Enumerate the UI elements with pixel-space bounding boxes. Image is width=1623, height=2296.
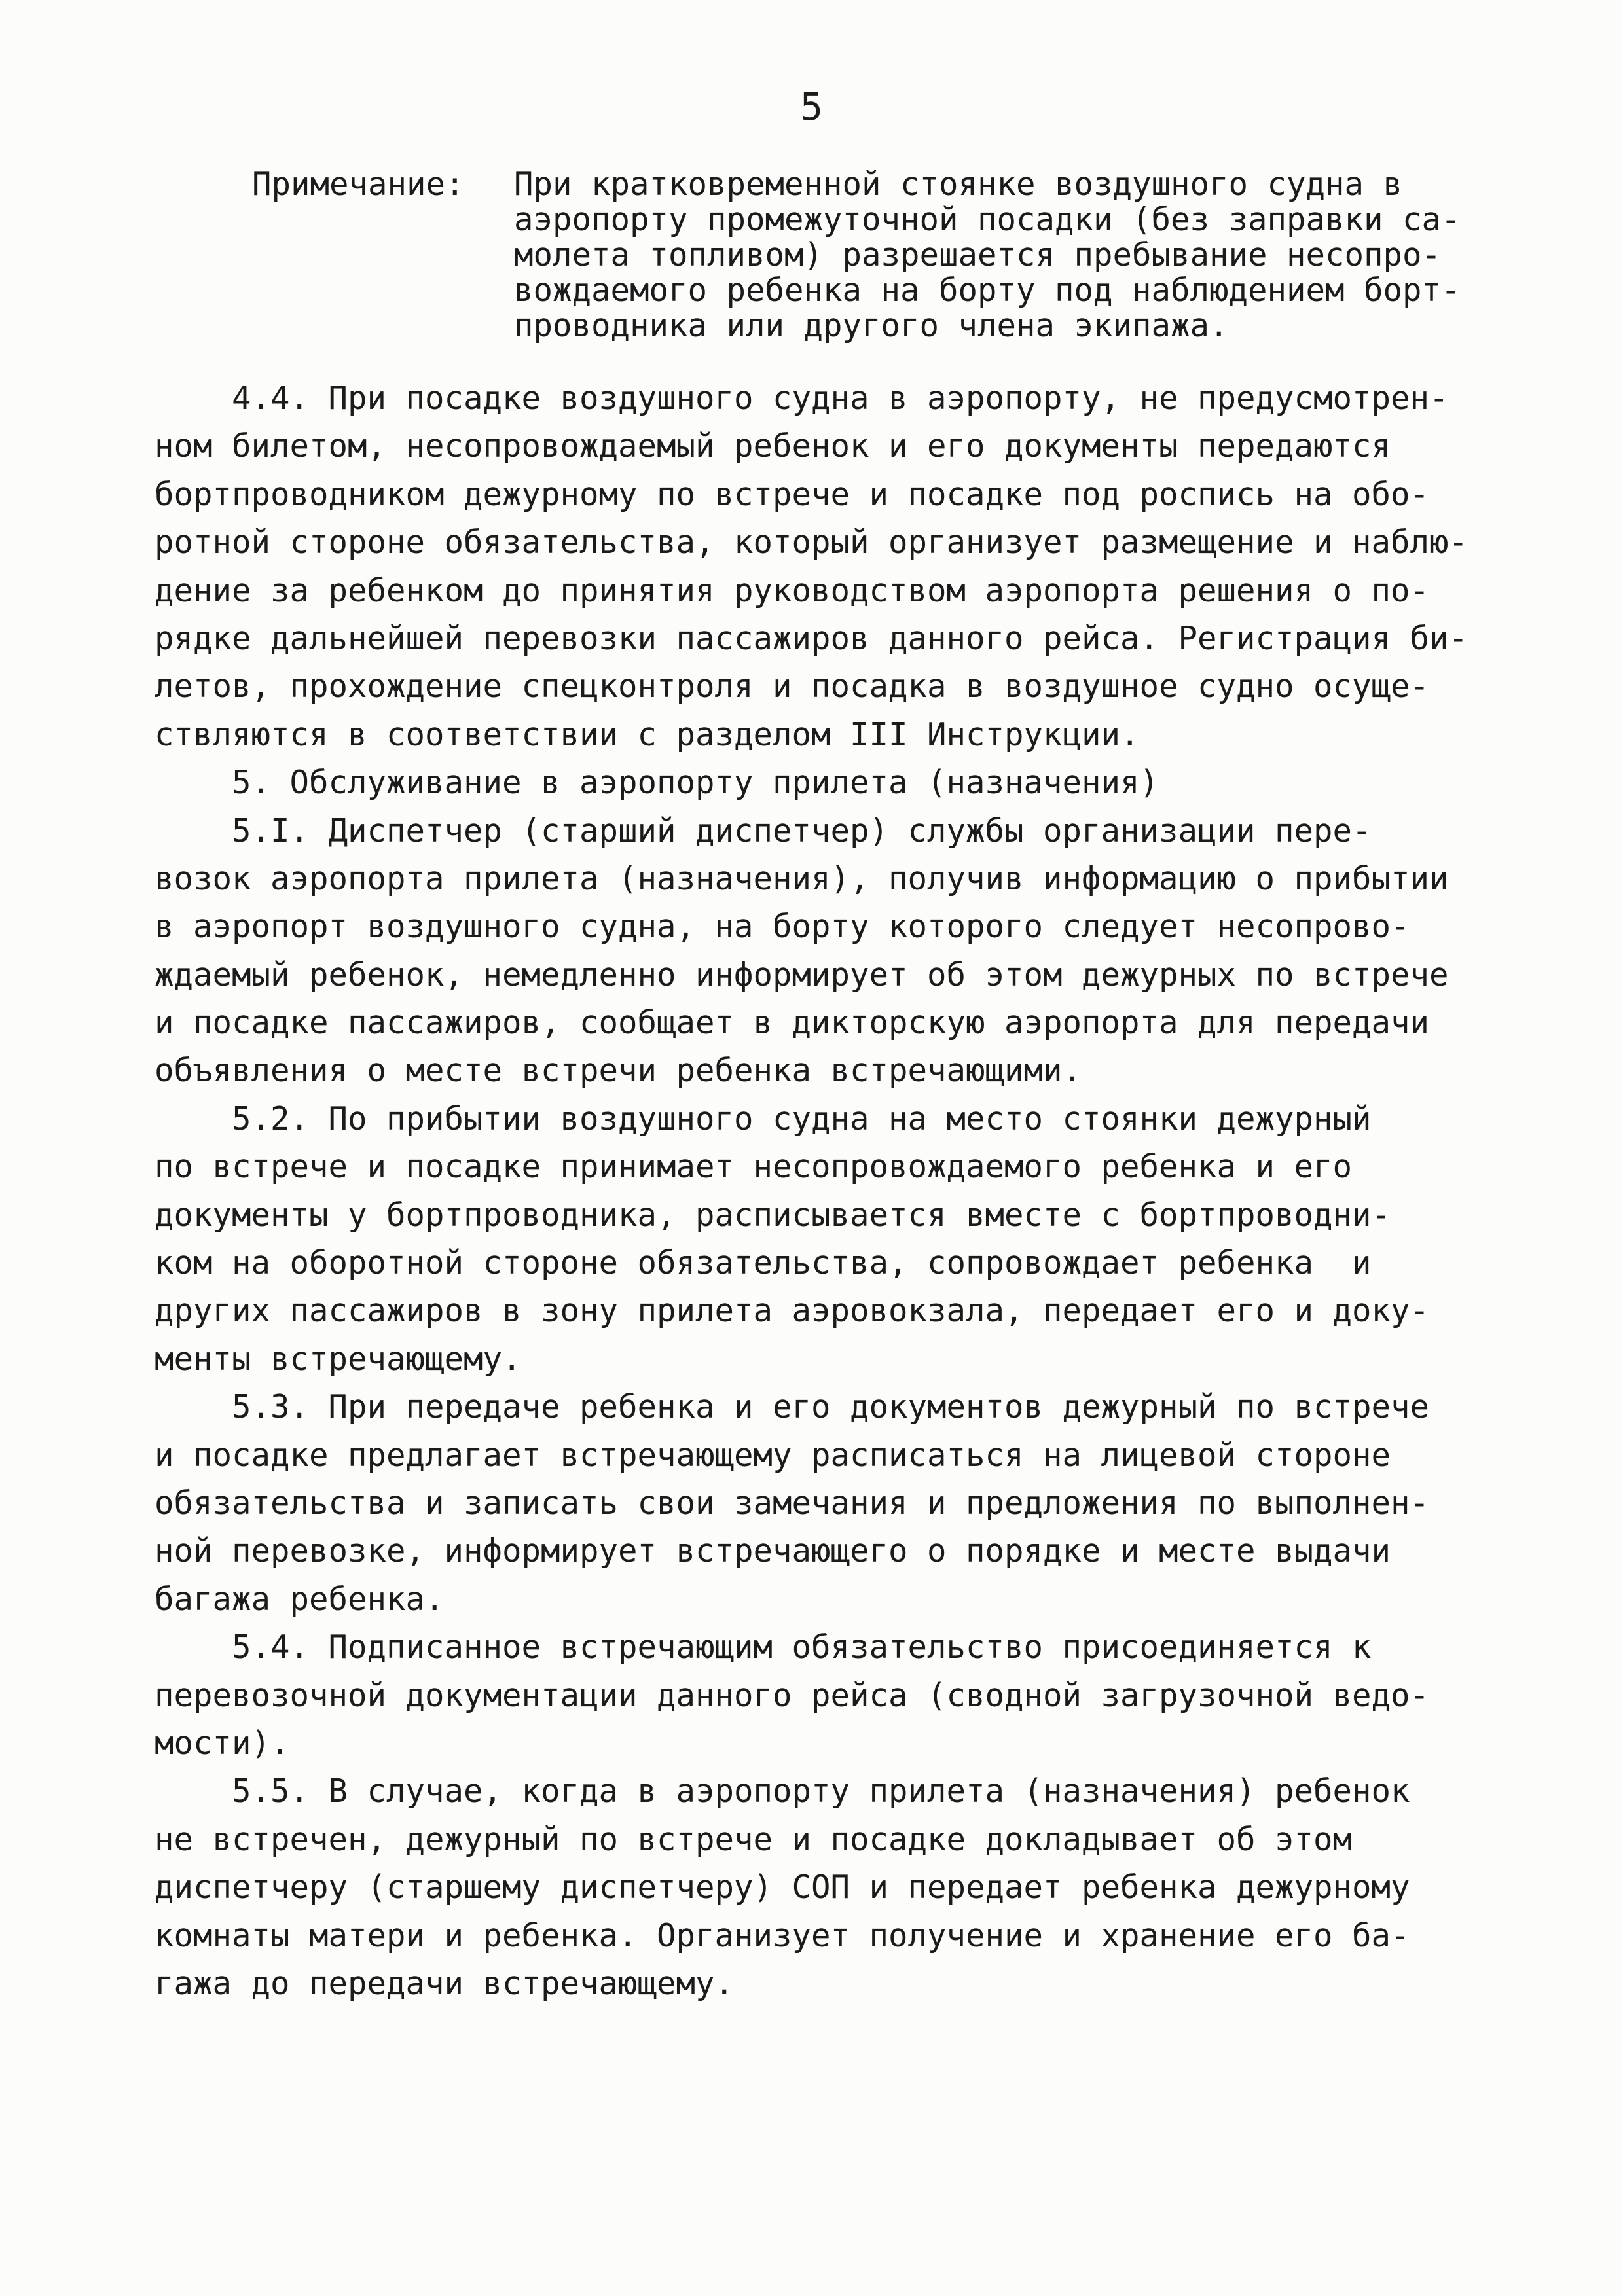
note-line: аэропорту промежуточной посадки (без заправки са-: [514, 201, 1461, 238]
paragraph-5-2-line: ком на оборотной стороне обязательства, сопровождает ребенка и: [155, 1244, 1372, 1282]
paragraph-5-4-line: мости).: [155, 1724, 290, 1762]
paragraph-5-3-line: 5.3. При передаче ребенка и его документов дежурный по встрече: [155, 1388, 1430, 1426]
paragraph-5-1-line: возок аэропорта прилета (назначения), получив информацию о прибытии: [155, 859, 1449, 897]
paragraph-5-3-line: багажа ребенка.: [155, 1580, 445, 1618]
paragraph-5-3-line: обязательства и записать свои замечания и предложения по выполнен-: [155, 1484, 1430, 1522]
paragraph-5-5-line: 5.5. В случае, когда в аэропорту прилета (назначения) ребенок: [155, 1772, 1410, 1810]
paragraph-4-4-line: бортпроводником дежурному по встрече и посадке под роспись на обо-: [155, 475, 1430, 513]
paragraph-5-1-line: 5.I. Диспетчер (старший диспетчер) службы организации пере-: [155, 812, 1372, 850]
note-block: [252, 167, 1529, 344]
note-line: проводника или другого члена экипажа.: [514, 307, 1229, 344]
paragraph-5-3-line: и посадке предлагает встречающему расписаться на лицевой стороне: [155, 1436, 1391, 1474]
body-text: [155, 374, 1503, 2007]
note-line: молета топливом) разрешается пребывание несопро-: [514, 236, 1442, 274]
paragraph-4-4-line: ротной стороне обязательства, который организует размещение и наблю-: [155, 524, 1468, 562]
paragraph-5-1-line: ждаемый ребенок, немедленно информирует об этом дежурных по встрече: [155, 956, 1449, 994]
paragraph-4-4-line: 4.4. При посадке воздушного судна в аэропорту, не предусмотрен-: [155, 380, 1449, 417]
paragraph-5-5-line: комнаты матери и ребенка. Организует получение и хранение его ба-: [155, 1916, 1410, 1954]
paragraph-5-5-line: не встречен, дежурный по встрече и посадке докладывает об этом: [155, 1820, 1353, 1858]
paragraph-5-2-line: документы у бортпроводника, расписывается вместе с бортпроводни-: [155, 1196, 1391, 1234]
paragraph-5-5-line: диспетчеру (старшему диспетчеру) СОП и передает ребенка дежурному: [155, 1869, 1410, 1907]
section-5-heading: 5. Обслуживание в аэропорту прилета (назначения): [155, 764, 1159, 802]
paragraph-5-1-line: в аэропорт воздушного судна, на борту которого следует несопрово-: [155, 908, 1410, 946]
note-label: Примечание:: [252, 166, 465, 203]
paragraph-4-4-line: ном билетом, несопровождаемый ребенок и его документы передаются: [155, 427, 1391, 465]
paragraph-4-4-line: ствляются в соответствии с разделом III Инструкции.: [155, 715, 1140, 753]
paragraph-5-2-line: 5.2. По прибытии воздушного судна на место стоянки дежурный: [155, 1100, 1372, 1138]
paragraph-5-2-line: менты встречающему.: [155, 1340, 522, 1378]
paragraph-5-4-line: 5.4. Подписанное встречающим обязательство присоединяется к: [155, 1628, 1372, 1666]
paragraph-5-4-line: перевозочной документации данного рейса (сводной загрузочной ведо-: [155, 1676, 1430, 1714]
note-line: вождаемого ребенка на борту под наблюдением борт-: [514, 272, 1461, 309]
paragraph-4-4-line: дение за ребенком до принятия руководством аэропорта решения о по-: [155, 571, 1430, 609]
note-line: При кратковременной стоянке воздушного судна в: [514, 166, 1403, 203]
paragraph-5-1-line: объявления о месте встречи ребенка встречающими.: [155, 1052, 1082, 1090]
paragraph-4-4-line: рядке дальнейшей перевозки пассажиров данного рейса. Регистрация би-: [155, 619, 1468, 657]
paragraph-4-4-line: летов, прохождение спецконтроля и посадка в воздушное судно осуще-: [155, 668, 1430, 706]
paragraph-5-5-line: гажа до передачи встречающему.: [155, 1964, 735, 2002]
page-number: 5: [800, 84, 823, 129]
paragraph-5-1-line: и посадке пассажиров, сообщает в дикторскую аэропорта для передачи: [155, 1004, 1430, 1042]
paragraph-5-2-line: по встрече и посадке принимает несопровождаемого ребенка и его: [155, 1148, 1353, 1186]
paragraph-5-3-line: ной перевозке, информирует встречающего о порядке и месте выдачи: [155, 1532, 1391, 1570]
paragraph-5-2-line: других пассажиров в зону прилета аэровокзала, передает его и доку-: [155, 1292, 1430, 1330]
note-text: [514, 167, 1529, 344]
